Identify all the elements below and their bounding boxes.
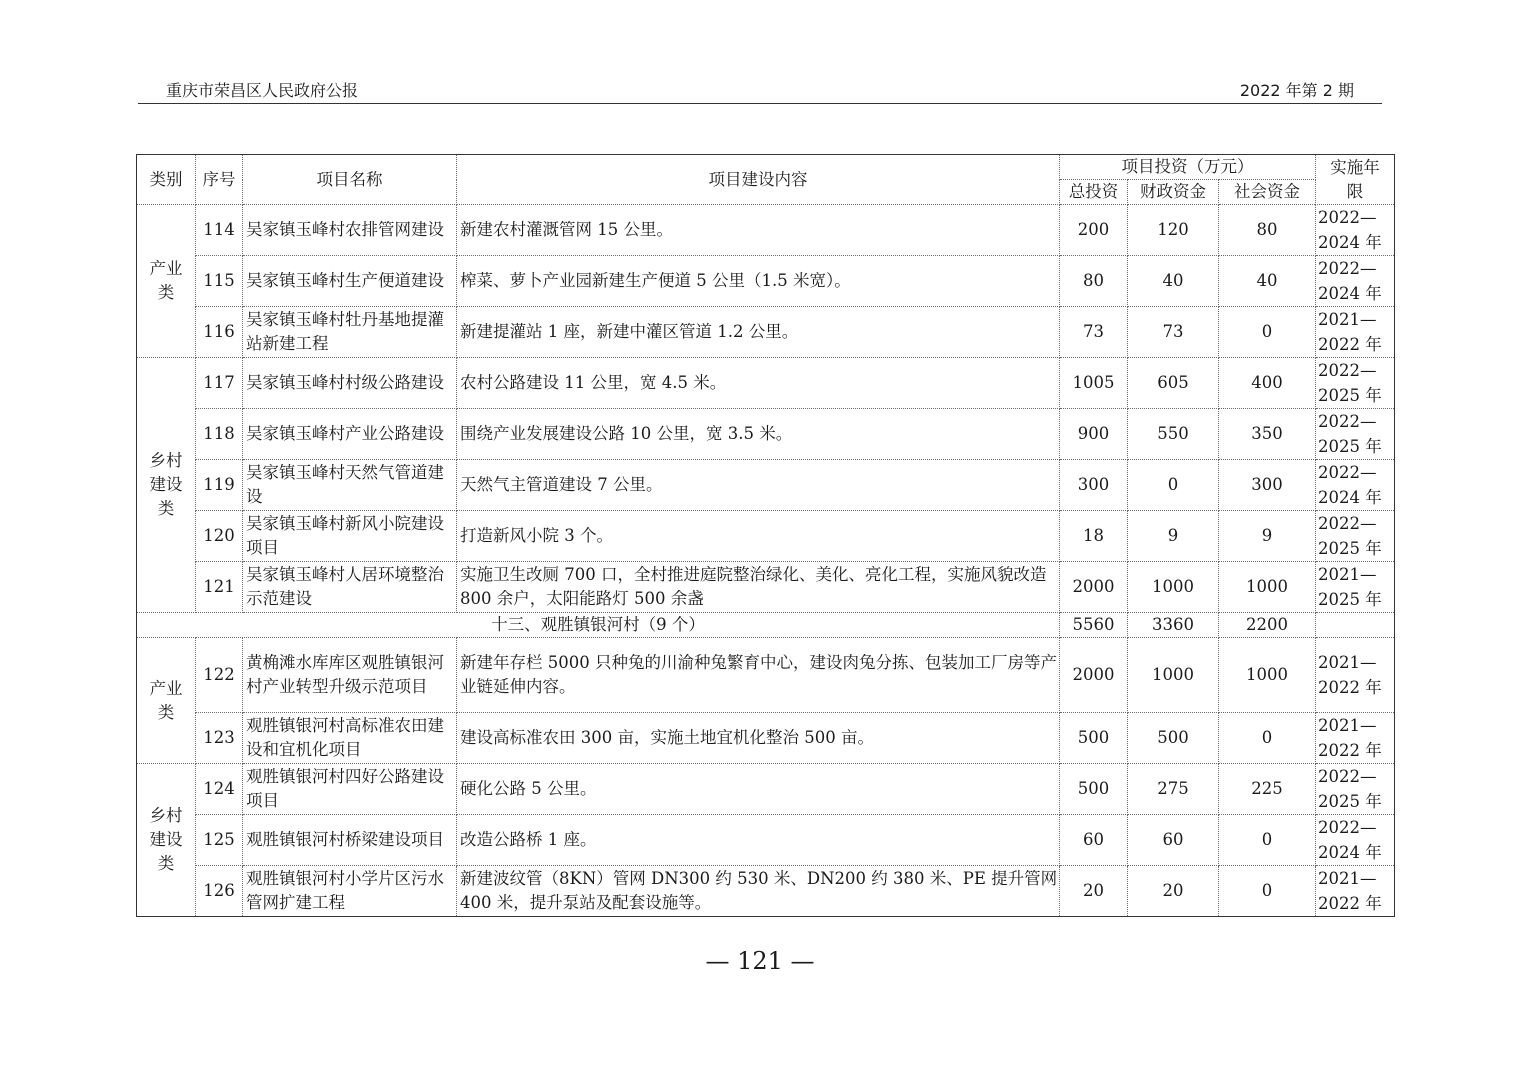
social-funds: 400 (1219, 358, 1316, 409)
project-content: 新建波纹管（8KN）管网 DN300 约 530 米、DN200 约 380 米、PE 提升管网 400 米，提升泵站及配套设施等。 (457, 866, 1060, 917)
row-number: 119 (196, 460, 243, 511)
table-row (137, 409, 1395, 460)
social-funds: 0 (1219, 815, 1316, 866)
category-cell: 乡村建设类 (137, 358, 196, 613)
row-number: 124 (196, 764, 243, 815)
fiscal-funds: 275 (1128, 764, 1219, 815)
social-funds: 0 (1219, 713, 1316, 764)
fiscal-funds: 9 (1128, 511, 1219, 562)
project-name: 吴家镇玉峰村农排管网建设 (243, 205, 457, 256)
period: 2021—2022 年 (1316, 713, 1395, 764)
social-funds: 9 (1219, 511, 1316, 562)
table-row (137, 256, 1395, 307)
period: 2022—2024 年 (1316, 205, 1395, 256)
fiscal-funds: 120 (1128, 205, 1219, 256)
period: 2022—2024 年 (1316, 460, 1395, 511)
fiscal-funds: 550 (1128, 409, 1219, 460)
period: 2022—2025 年 (1316, 358, 1395, 409)
project-name: 吴家镇玉峰村牡丹基地提灌站新建工程 (243, 307, 457, 358)
section-fiscal: 3360 (1128, 613, 1219, 638)
row-number: 116 (196, 307, 243, 358)
table-row (137, 562, 1395, 613)
header-fiscal: 财政资金 (1128, 180, 1219, 205)
table-row (137, 815, 1395, 866)
total-investment: 20 (1060, 866, 1128, 917)
header-category: 类别 (137, 155, 196, 205)
fiscal-funds: 1000 (1128, 562, 1219, 613)
page-number: — 121 — (705, 947, 815, 975)
project-name: 吴家镇玉峰村人居环境整治示范建设 (243, 562, 457, 613)
table-row (137, 713, 1395, 764)
total-investment: 80 (1060, 256, 1128, 307)
social-funds: 80 (1219, 205, 1316, 256)
category-cell: 产业类 (137, 205, 196, 358)
row-number: 121 (196, 562, 243, 613)
table-row (137, 205, 1395, 256)
table-row (137, 638, 1395, 713)
project-content: 实施卫生改厕 700 口，全村推进庭院整治绿化、美化、亮化工程，实施风貌改造 800 余户，太阳能路灯 500 余盏 (457, 562, 1060, 613)
project-content: 围绕产业发展建设公路 10 公里，宽 3.5 米。 (457, 409, 1060, 460)
header-period: 实施年限 (1316, 155, 1395, 205)
fiscal-funds: 500 (1128, 713, 1219, 764)
header-total: 总投资 (1060, 180, 1128, 205)
fiscal-funds: 605 (1128, 358, 1219, 409)
section-label: 十三、观胜镇银河村（9 个） (137, 613, 1060, 638)
table-row (137, 866, 1395, 917)
row-number: 123 (196, 713, 243, 764)
total-investment: 300 (1060, 460, 1128, 511)
project-content: 新建农村灌溉管网 15 公里。 (457, 205, 1060, 256)
project-content: 新建年存栏 5000 只种兔的川渝种兔繁育中心，建设肉兔分拣、包装加工厂房等产业链延伸内容。 (457, 638, 1060, 713)
period: 2021—2025 年 (1316, 562, 1395, 613)
period: 2022—2024 年 (1316, 815, 1395, 866)
project-content: 硬化公路 5 公里。 (457, 764, 1060, 815)
project-name: 观胜镇银河村四好公路建设项目 (243, 764, 457, 815)
project-name: 吴家镇玉峰村产业公路建设 (243, 409, 457, 460)
social-funds: 1000 (1219, 638, 1316, 713)
section-total: 5560 (1060, 613, 1128, 638)
total-investment: 500 (1060, 713, 1128, 764)
row-number: 114 (196, 205, 243, 256)
header-social: 社会资金 (1219, 180, 1316, 205)
project-name: 观胜镇银河村高标准农田建设和宜机化项目 (243, 713, 457, 764)
row-number: 115 (196, 256, 243, 307)
table-row (137, 460, 1395, 511)
header-name: 项目名称 (243, 155, 457, 205)
social-funds: 1000 (1219, 562, 1316, 613)
project-content: 改造公路桥 1 座。 (457, 815, 1060, 866)
project-content: 榨菜、萝卜产业园新建生产便道 5 公里（1.5 米宽）。 (457, 256, 1060, 307)
row-number: 125 (196, 815, 243, 866)
period: 2022—2025 年 (1316, 511, 1395, 562)
row-number: 118 (196, 409, 243, 460)
project-content: 农村公路建设 11 公里，宽 4.5 米。 (457, 358, 1060, 409)
project-content: 天然气主管道建设 7 公里。 (457, 460, 1060, 511)
table-row (137, 764, 1395, 815)
project-name: 吴家镇玉峰村新风小院建设项目 (243, 511, 457, 562)
project-name: 吴家镇玉峰村天然气管道建设 (243, 460, 457, 511)
fiscal-funds: 0 (1128, 460, 1219, 511)
period: 2021—2022 年 (1316, 638, 1395, 713)
project-name: 吴家镇玉峰村生产便道建设 (243, 256, 457, 307)
page-header (138, 76, 1382, 104)
category-cell: 乡村建设类 (137, 764, 196, 917)
table-row (137, 511, 1395, 562)
total-investment: 2000 (1060, 562, 1128, 613)
social-funds: 350 (1219, 409, 1316, 460)
social-funds: 0 (1219, 307, 1316, 358)
project-content: 新建提灌站 1 座，新建中灌区管道 1.2 公里。 (457, 307, 1060, 358)
total-investment: 60 (1060, 815, 1128, 866)
social-funds: 225 (1219, 764, 1316, 815)
total-investment: 200 (1060, 205, 1128, 256)
gazette-title: 重庆市荣昌区人民政府公报 (166, 81, 359, 100)
social-funds: 0 (1219, 866, 1316, 917)
table-row (137, 358, 1395, 409)
project-name: 黄桷滩水库库区观胜镇银河村产业转型升级示范项目 (243, 638, 457, 713)
project-name: 观胜镇银河村桥梁建设项目 (243, 815, 457, 866)
issue-number: 2022 年第 2 期 (1239, 81, 1354, 100)
row-number: 122 (196, 638, 243, 713)
table-row (137, 307, 1395, 358)
fiscal-funds: 1000 (1128, 638, 1219, 713)
total-investment: 2000 (1060, 638, 1128, 713)
row-number: 120 (196, 511, 243, 562)
total-investment: 1005 (1060, 358, 1128, 409)
period: 2022—2025 年 (1316, 409, 1395, 460)
section-period (1316, 613, 1395, 638)
header-investment: 项目投资（万元） (1060, 155, 1316, 180)
category-cell: 产业类 (137, 638, 196, 764)
total-investment: 500 (1060, 764, 1128, 815)
social-funds: 40 (1219, 256, 1316, 307)
project-table (136, 154, 1395, 917)
fiscal-funds: 40 (1128, 256, 1219, 307)
period: 2022—2025 年 (1316, 764, 1395, 815)
project-content: 打造新风小院 3 个。 (457, 511, 1060, 562)
header-number: 序号 (196, 155, 243, 205)
project-name: 吴家镇玉峰村村级公路建设 (243, 358, 457, 409)
row-number: 126 (196, 866, 243, 917)
period: 2021—2022 年 (1316, 866, 1395, 917)
project-name: 观胜镇银河村小学片区污水管网扩建工程 (243, 866, 457, 917)
section-social: 2200 (1219, 613, 1316, 638)
period: 2022—2024 年 (1316, 256, 1395, 307)
project-content: 建设高标准农田 300 亩，实施土地宜机化整治 500 亩。 (457, 713, 1060, 764)
social-funds: 300 (1219, 460, 1316, 511)
section-row (137, 613, 1395, 638)
total-investment: 73 (1060, 307, 1128, 358)
header-content: 项目建设内容 (457, 155, 1060, 205)
total-investment: 900 (1060, 409, 1128, 460)
fiscal-funds: 20 (1128, 866, 1219, 917)
fiscal-funds: 60 (1128, 815, 1219, 866)
total-investment: 18 (1060, 511, 1128, 562)
fiscal-funds: 73 (1128, 307, 1219, 358)
row-number: 117 (196, 358, 243, 409)
period: 2021—2022 年 (1316, 307, 1395, 358)
